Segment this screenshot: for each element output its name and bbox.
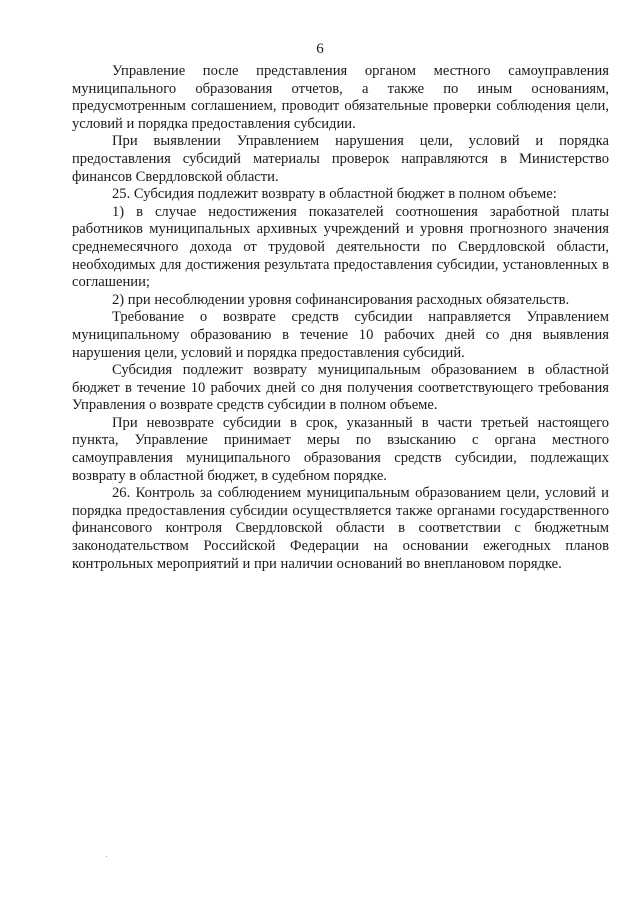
page-number: 6 [316,41,324,57]
paragraph-item-25-sub-2: 2) при несоблюдении уровня софинансирования расходных обязательств. [112,291,570,308]
paragraph-violation-materials: При выявлении Управлением нарушения цели, условий и порядка предоставления субсидий материалы проверок направляются в Министерство финансов Свердловской области. [72,133,609,185]
paragraph-item-25-sub-1: 1) в случае недостижения показателей соотношения заработной платы работников муниципальных архивных учреждений и уровня прогнозного значения среднемесячного дохода от трудовой деятельности по Свердловской области, необходимых для достижения результата предоставления субсидии, установленных в соглашении; [72,203,609,291]
document-body [72,63,609,573]
scan-speck [106,856,107,857]
paragraph-item-26: 26. Контроль за соблюдением муниципальным образованием цели, условий и порядка предоставления субсидии осуществляется также органами государственного финансового контроля Свердловской области в соответствии с бюджетным законодательством Российской Федерации на основании ежегодных планов контрольных мероприятий и при наличии оснований во внеплановом порядке. [72,485,609,572]
paragraph-inspection: Управление после представления органом местного самоуправления муниципального образования отчетов, а также по иным основаниям, предусмотренным соглашением, проводит обязательные проверки соблюдения цели, условий и порядка предоставления субсидии. [72,63,609,132]
paragraph-recovery: При невозврате субсидии в срок, указанный в части третьей настоящего пункта, Управление принимает меры по взысканию с органа местного самоуправления муниципального образования средств субсидии, подлежащих возврату в областной бюджет, в судебном порядке. [72,414,609,484]
paragraph-item-25: 25. Субсидия подлежит возврату в областной бюджет в полном объеме: [112,186,557,203]
paragraph-return-demand: Требование о возврате средств субсидии направляется Управлением муниципальному образованию в течение 10 рабочих дней со дня выявления нарушения цели, условий и порядка предоставления субсидий. [72,309,609,361]
paragraph-return-term: Субсидия подлежит возврату муниципальным образованием в областной бюджет в течение 10 рабочих дней со дня получения соответствующего требования Управления о возврате средств субсидии в полном объеме. [72,362,609,414]
